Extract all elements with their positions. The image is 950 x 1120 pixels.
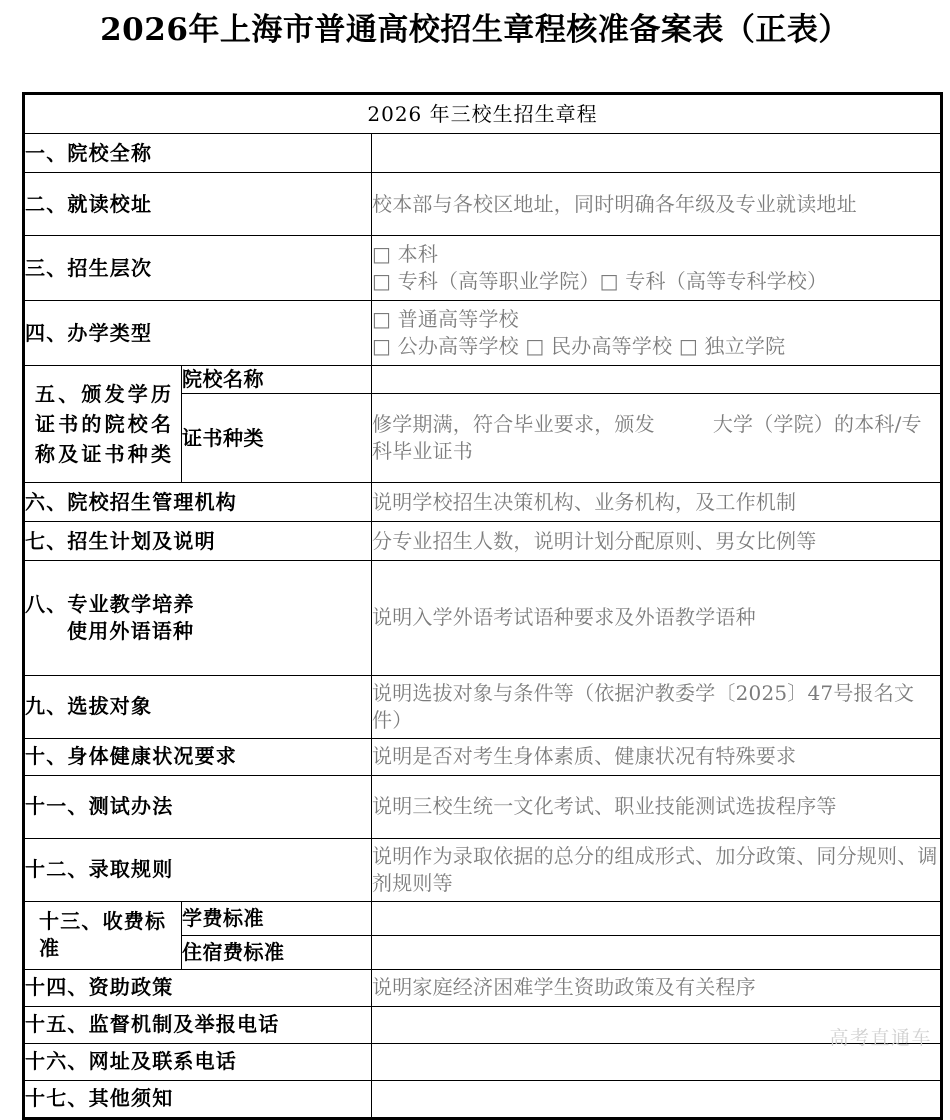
table-row [24, 1080, 942, 1118]
checkbox-line-benke[interactable]: □ 本科 [372, 242, 439, 266]
row-value-test-method[interactable]: 说明三校生统一文化考试、职业技能测试选拔程序等 [372, 775, 942, 838]
sub-label-certificate-type: 证书种类 [182, 394, 372, 483]
table-row [24, 366, 942, 394]
row-label-admission-rules: 十二、录取规则 [24, 838, 372, 901]
row-value-certificate-type[interactable] [372, 394, 942, 483]
table-row [24, 561, 942, 676]
row-value-school-type[interactable] [372, 301, 942, 366]
row-label-certificate-info: 五、颁发学历证书的院校名称及证书种类 [24, 366, 182, 483]
row-value-financial-aid[interactable]: 说明家庭经济困难学生资助政策及有关程序 [372, 969, 942, 1006]
row-value-admission-plan[interactable]: 分专业招生人数，说明计划分配原则、男女比例等 [372, 522, 942, 561]
table-row [24, 1043, 942, 1080]
table-row [24, 522, 942, 561]
table-row [24, 236, 942, 301]
row-value-selection-target[interactable]: 说明选拔对象与条件等（依据沪教委学〔2025〕47号报名文件） [372, 675, 942, 738]
row-label-other-notices: 十七、其他须知 [24, 1080, 372, 1118]
row-label-financial-aid: 十四、资助政策 [24, 969, 372, 1006]
row-value-certificate-institution-name[interactable] [372, 366, 942, 394]
row-label-selection-target: 九、选拔对象 [24, 675, 372, 738]
certificate-text-part1: 修学期满，符合毕业要求，颁发 [372, 412, 655, 436]
row-value-health-requirements[interactable]: 说明是否对考生身体素质、健康状况有特殊要求 [372, 738, 942, 775]
certificate-text-part2: 大学（学院）的本科/专科毕业证书 [372, 412, 922, 463]
row-value-admission-rules[interactable]: 说明作为录取依据的总分的组成形式、加分政策、同分规则、调剂规则等 [372, 838, 942, 901]
row-value-admission-authority[interactable]: 说明学校招生决策机构、业务机构，及工作机制 [372, 483, 942, 522]
form-table-container [22, 92, 940, 1120]
table-header-title: 2026 年三校生招生章程 [24, 94, 942, 134]
row-label-teaching-language [24, 561, 372, 676]
table-row [24, 775, 942, 838]
row-value-teaching-language[interactable]: 说明入学外语考试语种要求及外语教学语种 [372, 561, 942, 676]
row-value-website-contact[interactable] [372, 1043, 942, 1080]
row-label-health-requirements: 十、身体健康状况要求 [24, 738, 372, 775]
sub-label-tuition-standard: 学费标准 [182, 901, 372, 935]
row-label-admission-authority: 六、院校招生管理机构 [24, 483, 372, 522]
row-label-supervision-hotline: 十五、监督机制及举报电话 [24, 1006, 372, 1043]
table-row [24, 969, 942, 1006]
page-title: 2026年上海市普通高校招生章程核准备案表（正表） [100, 12, 850, 48]
row-value-supervision-hotline[interactable] [372, 1006, 942, 1043]
table-row [24, 173, 942, 236]
checkbox-line-putong[interactable]: □ 普通高等学校 [372, 307, 519, 331]
row-label-enrollment-level: 三、招生层次 [24, 236, 372, 301]
watermark: 高考直通车 [829, 1027, 932, 1049]
row-value-campus-address[interactable]: 校本部与各校区地址，同时明确各年级及专业就读地址 [372, 173, 942, 236]
table-row [24, 675, 942, 738]
table-row [24, 483, 942, 522]
row-value-accommodation-standard[interactable] [372, 935, 942, 969]
table-row [24, 301, 942, 366]
row-value-tuition-standard[interactable] [372, 901, 942, 935]
sub-label-accommodation-standard: 住宿费标准 [182, 935, 372, 969]
checkbox-line-gongban[interactable]: □ 公办高等学校 □ 民办高等学校 □ 独立学院 [372, 334, 786, 358]
row-label-website-contact: 十六、网址及联系电话 [24, 1043, 372, 1080]
table-row [24, 738, 942, 775]
row-value-institution-name[interactable] [372, 134, 942, 173]
row-value-other-notices[interactable] [372, 1080, 942, 1118]
row-label-institution-name: 一、院校全称 [24, 134, 372, 173]
table-row [24, 1006, 942, 1043]
table-row [24, 838, 942, 901]
row-label-test-method: 十一、测试办法 [24, 775, 372, 838]
table-row [24, 901, 942, 935]
table-row [24, 134, 942, 173]
sub-label-certificate-institution-name: 院校名称 [182, 366, 372, 394]
row-label-fee-standard: 十三、收费标准 [24, 901, 182, 969]
table-header-row [24, 94, 942, 134]
teaching-language-label-line1: 八、专业教学培养 [25, 592, 195, 617]
row-value-enrollment-level[interactable] [372, 236, 942, 301]
admission-charter-form [22, 92, 943, 1120]
row-label-campus-address: 二、就读校址 [24, 173, 372, 236]
teaching-language-label-line2: 使用外语语种 [67, 618, 195, 643]
row-label-admission-plan: 七、招生计划及说明 [24, 522, 372, 561]
row-label-school-type: 四、办学类型 [24, 301, 372, 366]
checkbox-line-zhuanke[interactable]: □ 专科（高等职业学院）□ 专科（高等专科学校） [372, 269, 828, 293]
